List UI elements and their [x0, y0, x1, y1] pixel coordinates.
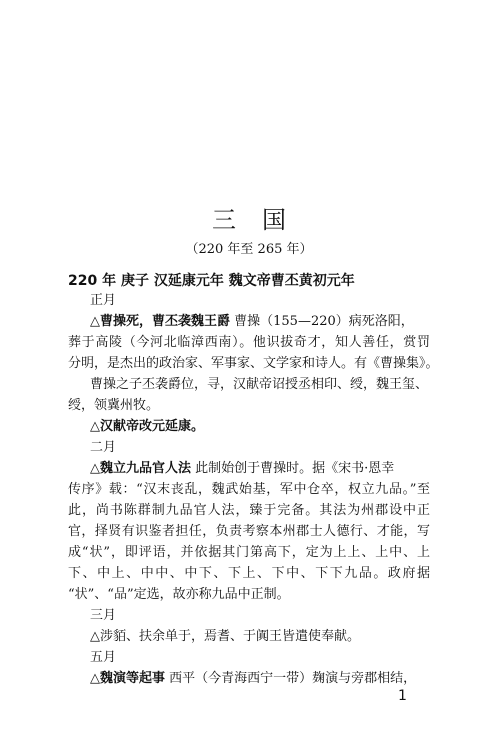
- entry-text: 此，尚书陈群制九品官人法，臻于完备。其法为州郡设中正: [68, 503, 430, 518]
- entry-text: 此制始创于曹操时。据《宋书·恩幸: [195, 461, 395, 476]
- entry-text: △涉貊、扶余单于，焉耆、于阗王皆遣使奉献。: [90, 629, 360, 644]
- month-heading-5: 五月: [90, 650, 117, 665]
- entry-line: [68, 482, 430, 498]
- entry-text: 成“状”，即评语，并依据其门第高下，定为上上、上中、上: [68, 545, 430, 560]
- entry-line: [68, 398, 159, 414]
- entry-line: [68, 587, 290, 603]
- entry-text: 曹操（155—220）病死洛阳，: [234, 314, 414, 329]
- entry-text: 下、中上、中中、中下、下上、下中、下下九品。政府据: [68, 566, 430, 581]
- entry-line: [90, 419, 204, 435]
- entry-line: [68, 356, 439, 372]
- entry-title: △魏演等起事: [90, 671, 165, 686]
- entry-line: [68, 524, 430, 540]
- entry-line: [68, 335, 430, 351]
- entry-text: 曹操之子丕袭爵位，寻，汉献帝诏授丞相印、绶，魏王玺、: [90, 377, 429, 392]
- entry-line: [68, 503, 430, 519]
- entry-line: [90, 377, 428, 393]
- entry-line: [68, 566, 430, 582]
- entry-text: 葬于高陵（今河北临漳西南）。他识拔奇才，知人善任，赏罚: [68, 335, 430, 350]
- entry-title: △魏立九品官人法: [90, 461, 191, 476]
- chapter-title: 三国: [212, 206, 312, 234]
- entry-text: 传序》载：“汉末丧乱，魏武始基，军中仓卒，权立九品。”至: [68, 482, 430, 497]
- entry-text: 绶，领冀州牧。: [68, 398, 160, 413]
- month-heading-1: 正月: [90, 293, 117, 308]
- month-heading-2: 二月: [90, 440, 117, 455]
- entry-line: [90, 629, 360, 645]
- entry-title: △曹操死，曹丕袭魏王爵: [90, 314, 230, 329]
- entry-line: [90, 671, 416, 687]
- entry-text: △汉献帝改元延康。: [90, 419, 204, 434]
- entry-line: [90, 461, 394, 477]
- page-number: 1: [398, 688, 407, 704]
- entry-line: [90, 314, 414, 330]
- entry-text: 西平（今青海西宁一带）麹演与旁郡相结，: [169, 671, 417, 686]
- year-heading: 220 年 庚子 汉延康元年 魏文帝曹丕黄初元年: [68, 273, 355, 289]
- entry-text: “状”、“品”定选，故亦称九品中正制。: [68, 587, 290, 602]
- month-heading-3: 三月: [90, 608, 117, 623]
- chapter-subtitle: （220 年至 265 年）: [185, 242, 313, 257]
- entry-line: [68, 545, 430, 561]
- entry-text: 分明，是杰出的政治家、军事家、文学家和诗人。有《曹操集》。: [68, 356, 439, 371]
- entry-text: 官，择贤有识鉴者担任，负责考察本州郡士人德行、才能，写: [68, 524, 430, 539]
